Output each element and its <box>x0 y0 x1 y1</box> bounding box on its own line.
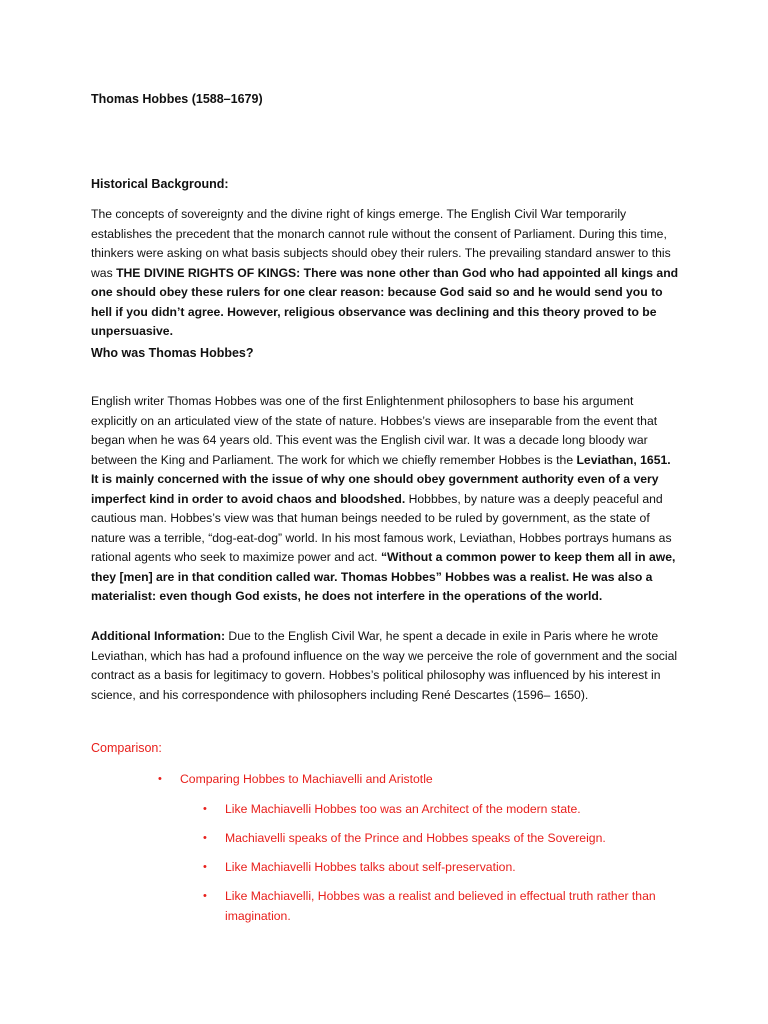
who-was-text-3: Hobbbes, by nature was a deeply peaceful and cautious man. Hobbes’s view was that human beings needed to be ruled by government, as the state of nature was a terrible, “dog-eat-dog” world. In his most famous work, Leviathan, Hobbes portrays humans as rational agents who seek to maximize power and act. <box>91 491 672 564</box>
historical-background-paragraph <box>91 205 679 342</box>
who-was-hobbes-heading: Who was Thomas Hobbes? <box>91 346 254 360</box>
main-bullet-text: Comparing Hobbes to Machiavelli and Aristotle <box>180 772 433 786</box>
additional-information-text: Due to the English Civil War, he spent a decade in exile in Paris where he wrote Leviathan, which has had a profound influence on the way we perceive the role of government and the social contract as a basis for legitimacy to govern. Hobbes’s political philosophy was influenced by his interest in science, and his correspondence with philosophers including René Descartes (1596– 1650). <box>91 629 678 702</box>
sub-bullet-text: Machiavelli speaks of the Prince and Hobbes speaks of the Sovereign. <box>225 831 606 845</box>
sub-bullet-text: Like Machiavelli, Hobbes was a realist and believed in effectual truth rather than imagination. <box>225 889 656 923</box>
sub-bullet-text: Like Machiavelli Hobbes talks about self-preservation. <box>225 860 516 874</box>
additional-information-paragraph <box>91 627 679 705</box>
additional-information-label: Additional Information: <box>91 629 226 643</box>
sub-bullet-text: Like Machiavelli Hobbes too was an Architect of the modern state. <box>225 802 581 816</box>
historical-background-heading: Historical Background: <box>91 177 229 191</box>
bullet-icon: • <box>203 890 207 902</box>
bullet-icon: • <box>203 861 207 873</box>
who-was-hobbes-paragraph <box>91 392 679 607</box>
comparison-heading: Comparison: <box>91 741 162 755</box>
who-was-text-1: English writer Thomas Hobbes was one of the first Enlightenment philosophers to base his argument explicitly on an articulated view of the state of nature. Hobbes’s views are inseparable from the event that began when he was 64 years old. This event was the English civil war. It was a decade long bloody war between the King and Parliament. The work for which we chiefly remember Hobbes is the <box>91 394 658 467</box>
bullet-icon: • <box>203 803 207 815</box>
who-was-text-4: “Without a common power to keep them all in awe, they [men] are in that condition called war. Thomas Hobbes” Hobbes was a realist. He was also a materialist: even though God exists, he does not interfere in the operations of the world. <box>91 550 676 603</box>
bullet-icon: • <box>158 773 162 785</box>
list-item <box>203 887 683 927</box>
historical-background-text: The concepts of sovereignty and the divine right of kings emerge. The English Civil War temporarily establishes the precedent that the monarch cannot rule without the consent of Parliament. During this time, thinkers were asking on what basis subjects should obey their rulers. The prevailing standard answer to this was <box>91 207 671 280</box>
divine-rights-text: THE DIVINE RIGHTS OF KINGS: There was none other than God who had appointed all kings and one should obey these rulers for one clear reason: because God said so and he would send you to hell if you didn’t agree. However, religious observance was declining and this theory proved to be unpersuasive. <box>91 265 679 338</box>
who-was-text-2: Leviathan, 1651. It is mainly concerned with the issue of why one should obey government authority even of a very imperfect kind in order to avoid chaos and bloodshed. <box>91 452 671 506</box>
bullet-icon: • <box>203 832 207 844</box>
document-title: Thomas Hobbes (1588–1679) <box>91 92 263 106</box>
